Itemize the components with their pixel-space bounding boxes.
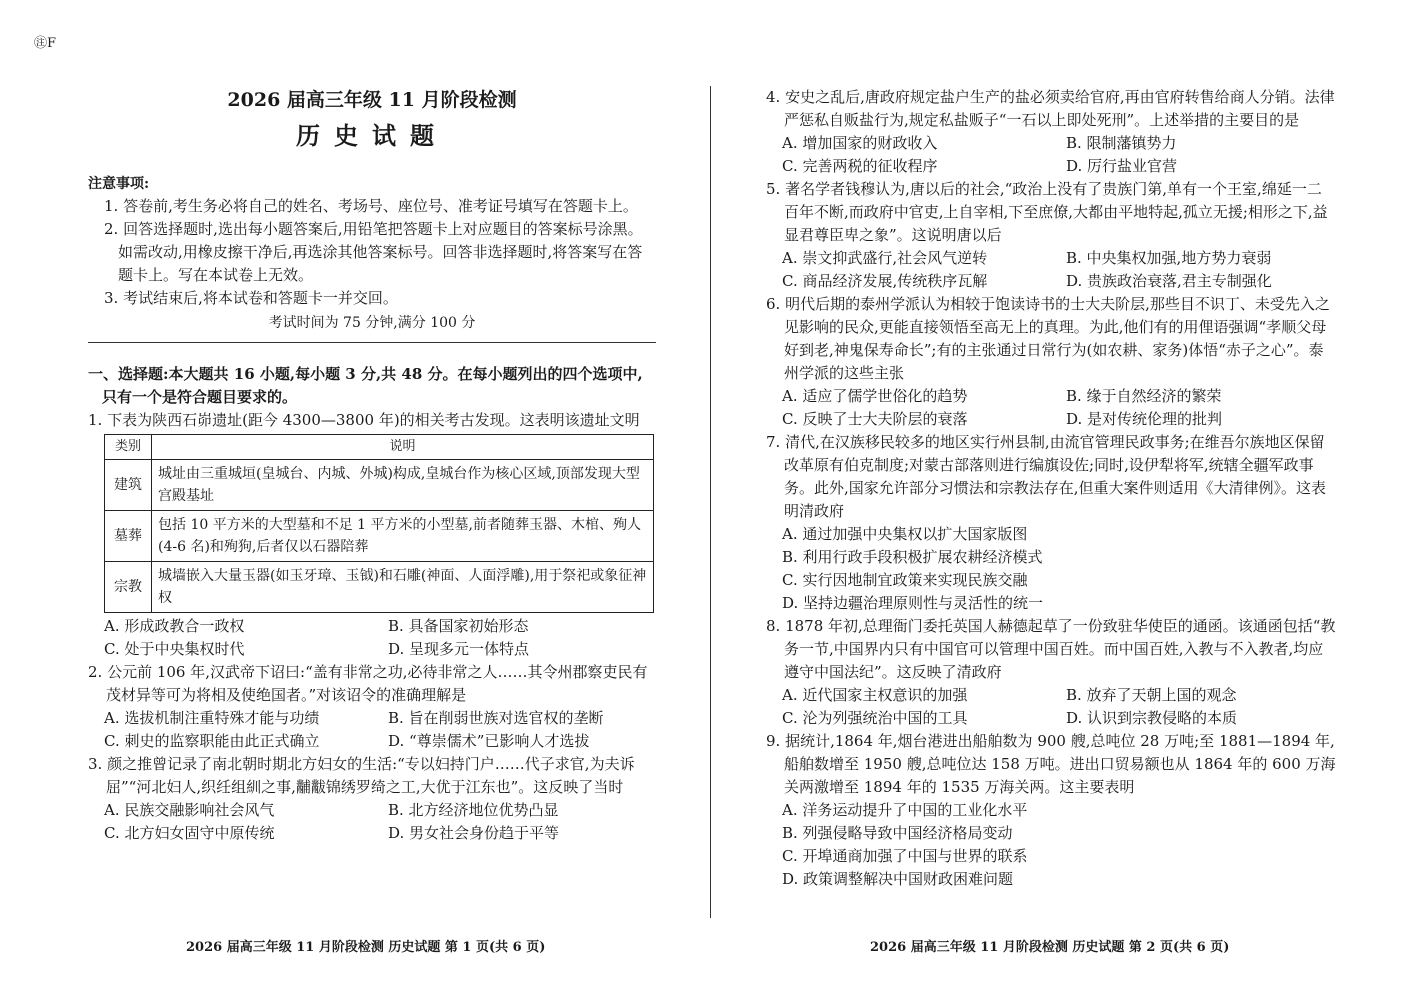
option-c: C. 实行因地制宜政策来实现民族交融 bbox=[782, 571, 1028, 589]
question-4-options bbox=[766, 132, 1336, 178]
page-footer-right: 2026 届高三年级 11 月阶段检测 历史试题 第 2 页(共 6 页) bbox=[870, 940, 1230, 955]
option-c: C. 开埠通商加强了中国与世界的联系 bbox=[782, 847, 1028, 865]
question-3-stem: 3. 颜之推曾记录了南北朝时期北方妇女的生活:“专以妇持门户……代子求官,为夫诉屈”“河北妇人,织纴组紃之事,黼黻锦绣罗绮之工,大优于江东也”。这反映了当时 bbox=[88, 755, 635, 796]
question-5 bbox=[766, 178, 1336, 293]
option-a: A. 选拔机制注重特殊才能与功绩 bbox=[104, 709, 320, 727]
section-heading-line2: 只有一个是符合题目要求的。 bbox=[102, 388, 298, 406]
question-6 bbox=[766, 293, 1336, 431]
question-8 bbox=[766, 615, 1336, 730]
question-1-stem: 1. 下表为陕西石峁遗址(距今 4300—3800 年)的相关考古发现。这表明该遗址文明 bbox=[88, 411, 640, 429]
section-heading-line1: 一、选择题:本大题共 16 小题,每小题 3 分,共 48 分。在每小题列出的四个选项中, bbox=[88, 365, 643, 383]
question-5-stem: 5. 著名学者钱穆认为,唐以后的社会,“政治上没有了贵族门第,单有一个王室,绵延一二百年不断,而政府中官吏,上自宰相,下至庶僚,大都由平地特起,孤立无援;相形之下,益显君尊臣卑之象”。这说明唐以后 bbox=[766, 180, 1328, 244]
table-cell-category: 墓葬 bbox=[105, 511, 152, 562]
exam-title: 2026 届高三年级 11 月阶段检测 bbox=[227, 89, 517, 111]
header-rule bbox=[88, 342, 656, 343]
question-1 bbox=[88, 409, 656, 661]
option-c: C. 北方妇女固守中原传统 bbox=[104, 824, 275, 842]
option-d: D. 坚持边疆治理原则性与灵活性的统一 bbox=[782, 594, 1044, 612]
question-9-stem: 9. 据统计,1864 年,烟台港进出船舶数为 900 艘,总吨位 28 万吨;至 1881—1894 年,船舶数增至 1950 艘,总吨位达 158 万吨。进出口贸易额也从 1864 年的 600 万海关两激增至 1894 年的 1535 万海关两。这主要表明 bbox=[766, 732, 1336, 796]
table-header-category: 类别 bbox=[105, 435, 152, 460]
option-a: A. 增加国家的财政收入 bbox=[782, 134, 938, 152]
question-3 bbox=[88, 753, 656, 845]
option-a: A. 民族交融影响社会风气 bbox=[104, 801, 275, 819]
option-c: C. 处于中央集权时代 bbox=[104, 640, 245, 658]
option-d: D. 男女社会身份趋于平等 bbox=[388, 824, 560, 842]
option-a: A. 形成政教合一政权 bbox=[104, 617, 245, 635]
notice-heading: 注意事项: bbox=[88, 176, 150, 192]
option-c: C. 刺史的监察职能由此正式确立 bbox=[104, 732, 320, 750]
option-a: A. 近代国家主权意识的加强 bbox=[782, 686, 968, 704]
option-b: B. 旨在削弱世族对选官权的垄断 bbox=[388, 709, 604, 727]
question-5-options bbox=[766, 247, 1336, 293]
table-cell-description: 包括 10 平方米的大型墓和不足 1 平方米的小型墓,前者随葬玉器、木棺、殉人(4-6 名)和殉狗,后者仅以石器陪葬 bbox=[152, 511, 654, 562]
option-c: C. 完善两税的征收程序 bbox=[782, 157, 938, 175]
option-b: B. 缘于自然经济的繁荣 bbox=[1066, 387, 1222, 405]
question-9-options bbox=[766, 799, 1336, 891]
question-6-stem: 6. 明代后期的泰州学派认为相较于饱读诗书的士大夫阶层,那些目不识丁、未受先入之见影响的民众,更能直接领悟至高无上的真理。为此,他们有的用俚语强调“孝顺父母好到老,神鬼保寿命长”;有的主张通过日常行为(如农耕、家务)体悟“赤子之心”。泰州学派的这些主张 bbox=[766, 295, 1330, 382]
option-d: D. “尊崇儒术”已影响人才选拔 bbox=[388, 732, 590, 750]
page-right bbox=[766, 86, 1336, 891]
question-4 bbox=[766, 86, 1336, 178]
table-row bbox=[105, 460, 654, 511]
archaeology-table bbox=[104, 434, 654, 613]
notice-item-2: 2. 回答选择题时,选出每小题答案后,用铅笔把答题卡上对应题目的答案标号涂黑。如需改动,用橡皮擦干净后,再选涂其他答案标号。回答非选择题时,将答案写在答题卡上。写在本试卷上无效。 bbox=[104, 220, 643, 284]
question-1-options bbox=[88, 615, 656, 661]
exam-subject: 历史试题 bbox=[296, 121, 448, 150]
page-left bbox=[88, 86, 656, 845]
option-b: B. 具备国家初始形态 bbox=[388, 617, 529, 635]
page-footer-left: 2026 届高三年级 11 月阶段检测 历史试题 第 1 页(共 6 页) bbox=[186, 940, 546, 955]
section-heading bbox=[88, 363, 656, 409]
option-d: D. 厉行盐业官营 bbox=[1066, 157, 1178, 175]
table-cell-category: 宗教 bbox=[105, 562, 152, 613]
question-9 bbox=[766, 730, 1336, 891]
option-d: D. 政策调整解决中国财政困难问题 bbox=[782, 870, 1014, 888]
corner-mark: ㊟F bbox=[34, 36, 57, 51]
option-d: D. 认识到宗教侵略的本质 bbox=[1066, 709, 1238, 727]
question-2-stem: 2. 公元前 106 年,汉武帝下诏曰:“盖有非常之功,必待非常之人……其令州郡察吏民有茂材异等可为将相及使绝国者。”对该诏令的准确理解是 bbox=[88, 663, 648, 704]
option-c: C. 反映了士大夫阶层的衰落 bbox=[782, 410, 968, 428]
table-header-description: 说明 bbox=[152, 435, 654, 460]
option-a: A. 崇文抑武盛行,社会风气逆转 bbox=[782, 249, 988, 267]
question-7-stem: 7. 清代,在汉族移民较多的地区实行州县制,由流官管理民政事务;在维吾尔族地区保留改革原有伯克制度;对蒙古部落则进行编旗设佐;同时,设伊犁将军,统辖全疆军政事务。此外,国家允许部分习惯法和宗教法存在,但重大案件则适用《大清律例》。这表明清政府 bbox=[766, 433, 1327, 520]
table-row bbox=[105, 562, 654, 613]
option-b: B. 限制藩镇势力 bbox=[1066, 134, 1177, 152]
option-c: C. 商品经济发展,传统秩序瓦解 bbox=[782, 272, 988, 290]
option-b: B. 利用行政手段积极扩展农耕经济模式 bbox=[782, 548, 1043, 566]
option-d: D. 呈现多元一体特点 bbox=[388, 640, 530, 658]
table-cell-category: 建筑 bbox=[105, 460, 152, 511]
question-7-options bbox=[766, 523, 1336, 615]
question-6-options bbox=[766, 385, 1336, 431]
table-cell-description: 城墙嵌入大量玉器(如玉牙璋、玉钺)和石雕(神面、人面浮雕),用于祭祀或象征神权 bbox=[152, 562, 654, 613]
option-a: A. 通过加强中央集权以扩大国家版图 bbox=[782, 525, 1028, 543]
option-b: B. 北方经济地位优势凸显 bbox=[388, 801, 559, 819]
option-b: B. 中央集权加强,地方势力衰弱 bbox=[1066, 249, 1272, 267]
exam-time: 考试时间为 75 分钟,满分 100 分 bbox=[268, 315, 476, 331]
question-2-options bbox=[88, 707, 656, 753]
option-d: D. 是对传统伦理的批判 bbox=[1066, 410, 1223, 428]
table-cell-description: 城址由三重城垣(皇城台、内城、外城)构成,皇城台作为核心区域,顶部发现大型宫殿基址 bbox=[152, 460, 654, 511]
option-c: C. 沦为列强统治中国的工具 bbox=[782, 709, 968, 727]
option-a: A. 适应了儒学世俗化的趋势 bbox=[782, 387, 968, 405]
option-d: D. 贵族政治衰落,君主专制强化 bbox=[1066, 272, 1272, 290]
notice-item-3: 3. 考试结束后,将本试卷和答题卡一并交回。 bbox=[104, 289, 398, 307]
question-7 bbox=[766, 431, 1336, 615]
option-b: B. 放弃了天朝上国的观念 bbox=[1066, 686, 1237, 704]
question-3-options bbox=[88, 799, 656, 845]
option-b: B. 列强侵略导致中国经济格局变动 bbox=[782, 824, 1013, 842]
question-8-stem: 8. 1878 年初,总理衙门委托英国人赫德起草了一份致驻华使臣的通函。该通函包括“教务一节,中国界内只有中国官可以管理中国百姓。而中国百姓,入教与不入教者,均应遵守中国法纪”。这反映了清政府 bbox=[766, 617, 1336, 681]
table-row bbox=[105, 511, 654, 562]
question-4-stem: 4. 安史之乱后,唐政府规定盐户生产的盐必须卖给官府,再由官府转售给商人分销。法律严惩私自贩盐行为,规定私盐贩子“一石以上即处死刑”。上述举措的主要目的是 bbox=[766, 88, 1335, 129]
table-header-row bbox=[105, 435, 654, 460]
column-divider bbox=[710, 86, 711, 918]
question-8-options bbox=[766, 684, 1336, 730]
notice-item-1: 1. 答卷前,考生务必将自己的姓名、考场号、座位号、准考证号填写在答题卡上。 bbox=[104, 197, 638, 215]
option-a: A. 洋务运动提升了中国的工业化水平 bbox=[782, 801, 1028, 819]
question-2 bbox=[88, 661, 656, 753]
